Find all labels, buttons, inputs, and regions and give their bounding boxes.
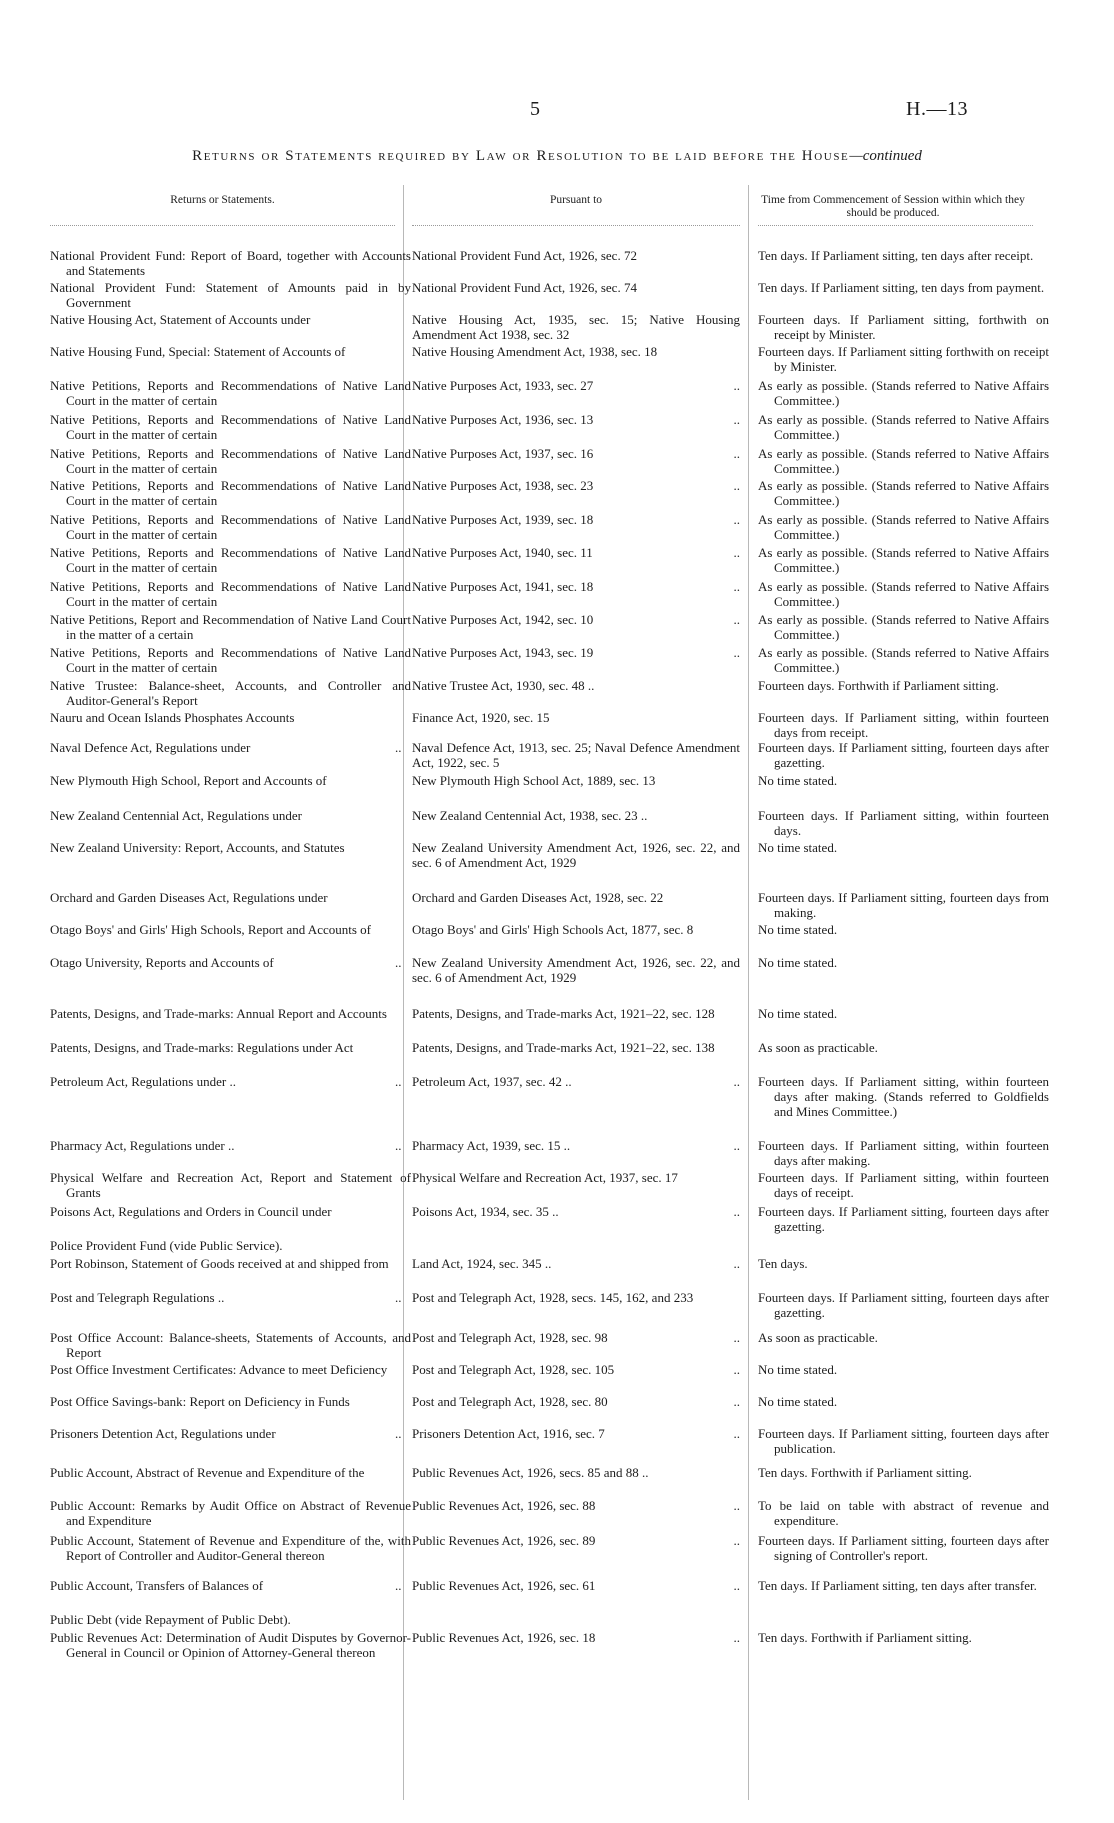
- row-time: As early as possible. (Stands referred to Native Affairs Committee.): [758, 645, 1049, 676]
- row-returns: Native Petitions, Reports and Recommendations of Native Land Court in the matter of certain: [50, 446, 411, 477]
- row-time: As early as possible. (Stands referred to Native Affairs Committee.): [758, 378, 1049, 409]
- row-time: Ten days. If Parliament sitting, ten days from payment.: [758, 280, 1045, 295]
- row-time: As early as possible. (Stands referred to Native Affairs Committee.): [758, 612, 1049, 643]
- row-pursuant: Native Purposes Act, 1937, sec. 16 ..: [412, 446, 740, 461]
- row-time: To be laid on table with abstract of revenue and expenditure.: [758, 1498, 1049, 1529]
- row-time: No time stated.: [758, 1394, 838, 1409]
- row-returns: Native Petitions, Reports and Recommendations of Native Land Court in the matter of certain: [50, 579, 411, 610]
- header-rule: [758, 225, 1033, 226]
- leader-dots: ..: [407, 1426, 411, 1441]
- row-returns: Native Trustee: Balance-sheet, Accounts, and Controller and Auditor-General's Report: [50, 678, 411, 709]
- row-returns: National Provident Fund: Statement of Amounts paid in by Government: [50, 280, 411, 311]
- row-time: Fourteen days. If Parliament sitting, within fourteen days of receipt.: [758, 1170, 1049, 1201]
- row-time: As early as possible. (Stands referred to Native Affairs Committee.): [758, 412, 1049, 443]
- leader-dots: ..: [407, 1138, 411, 1153]
- row-pursuant: Public Revenues Act, 1926, secs. 85 and 88 ..: [412, 1465, 649, 1480]
- row-time: Fourteen days. If Parliament sitting, fourteen days after gazetting.: [758, 1290, 1049, 1321]
- header-rule: [50, 225, 395, 226]
- leader-dots: ..: [730, 1578, 741, 1593]
- row-returns: Public Account: Remarks by Audit Office on Abstract of Revenue and Expenditure: [50, 1498, 411, 1529]
- page-number: 5: [530, 98, 540, 120]
- row-time: Fourteen days. If Parliament sitting, fourteen days after signing of Controller's report.: [758, 1533, 1049, 1564]
- row-returns: Native Petitions, Reports and Recommendations of Native Land Court in the matter of certain: [50, 378, 411, 409]
- leader-dots: ..: [730, 612, 741, 627]
- row-pursuant: New Zealand Centennial Act, 1938, sec. 23 ..: [412, 808, 648, 823]
- row-returns: Native Petitions, Reports and Recommendations of Native Land Court in the matter of certain: [50, 478, 411, 509]
- leader-dots: ..: [407, 1074, 411, 1089]
- row-pursuant: Native Housing Amendment Act, 1938, sec. 18: [412, 344, 658, 359]
- column-header-time: Time from Commencement of Session within which they should be produced.: [761, 194, 1025, 219]
- row-returns: Native Petitions, Reports and Recommendations of Native Land Court in the matter of certain: [50, 545, 411, 576]
- row-pursuant: Public Revenues Act, 1926, sec. 89 ..: [412, 1533, 740, 1548]
- row-pursuant: Patents, Designs, and Trade-marks Act, 1921–22, sec. 128: [412, 1006, 715, 1021]
- row-returns: National Provident Fund: Report of Board, together with Accounts and Statements: [50, 248, 411, 279]
- row-pursuant: Land Act, 1924, sec. 345 .. ..: [412, 1256, 740, 1271]
- row-pursuant: Public Revenues Act, 1926, sec. 88 ..: [412, 1498, 740, 1513]
- leader-dots: ..: [730, 1533, 741, 1548]
- row-time: No time stated.: [758, 1362, 838, 1377]
- row-time: As soon as practicable.: [758, 1040, 878, 1055]
- row-returns: Public Account, Abstract of Revenue and Expenditure of the: [50, 1465, 365, 1480]
- row-pursuant: Native Purposes Act, 1936, sec. 13 ..: [412, 412, 740, 427]
- row-returns: Public Account, Statement of Revenue and Expenditure of the, with Report of Controller and Auditor-General thereon: [50, 1533, 411, 1564]
- row-returns: Physical Welfare and Recreation Act, Report and Statement of Grants: [50, 1170, 411, 1201]
- leader-dots: ..: [407, 1290, 411, 1305]
- row-returns: Otago University, Reports and Accounts of ..: [50, 955, 411, 970]
- leader-dots: ..: [730, 478, 741, 493]
- row-time: As early as possible. (Stands referred to Native Affairs Committee.): [758, 478, 1049, 509]
- row-returns: Nauru and Ocean Islands Phosphates Accounts: [50, 710, 295, 725]
- row-pursuant: Public Revenues Act, 1926, sec. 61 ..: [412, 1578, 740, 1593]
- row-returns: Native Housing Act, Statement of Accounts under: [50, 312, 311, 327]
- row-pursuant: Native Purposes Act, 1933, sec. 27 ..: [412, 378, 740, 393]
- leader-dots: ..: [730, 1426, 741, 1441]
- row-returns: New Zealand University: Report, Accounts, and Statutes: [50, 840, 345, 855]
- row-returns: Police Provident Fund (vide Public Service).: [50, 1238, 283, 1253]
- row-returns: Post Office Account: Balance-sheets, Statements of Accounts, and Report: [50, 1330, 411, 1361]
- row-time: Fourteen days. If Parliament sitting, fourteen days from making.: [758, 890, 1049, 921]
- leader-dots: ..: [407, 740, 411, 755]
- column-header-returns: Returns or Statements.: [170, 194, 275, 206]
- row-returns: New Zealand Centennial Act, Regulations under: [50, 808, 302, 823]
- row-pursuant: Finance Act, 1920, sec. 15: [412, 710, 550, 725]
- row-returns: Orchard and Garden Diseases Act, Regulations under: [50, 890, 328, 905]
- row-returns: Post Office Investment Certificates: Advance to meet Deficiency: [50, 1362, 388, 1377]
- document-code: H.—13: [906, 98, 968, 120]
- row-pursuant: Petroleum Act, 1937, sec. 42 .. ..: [412, 1074, 740, 1089]
- row-time: Fourteen days. If Parliament sitting, fourteen days after gazetting.: [758, 740, 1049, 771]
- row-returns: Post Office Savings-bank: Report on Deficiency in Funds: [50, 1394, 350, 1409]
- row-pursuant: Post and Telegraph Act, 1928, sec. 80 ..: [412, 1394, 740, 1409]
- row-time: Fourteen days. If Parliament sitting, within fourteen days.: [758, 808, 1049, 839]
- row-pursuant: Native Purposes Act, 1939, sec. 18 ..: [412, 512, 740, 527]
- leader-dots: ..: [730, 512, 741, 527]
- row-returns: Public Account, Transfers of Balances of ..: [50, 1578, 411, 1593]
- row-time: As early as possible. (Stands referred to Native Affairs Committee.): [758, 446, 1049, 477]
- row-time: As early as possible. (Stands referred to Native Affairs Committee.): [758, 579, 1049, 610]
- row-pursuant: Post and Telegraph Act, 1928, secs. 145, 162, and 233: [412, 1290, 694, 1305]
- row-returns: Native Housing Fund, Special: Statement of Accounts of: [50, 344, 346, 359]
- leader-dots: ..: [730, 1074, 741, 1089]
- row-returns: Petroleum Act, Regulations under .. ..: [50, 1074, 411, 1089]
- row-returns: Public Revenues Act: Determination of Audit Disputes by Governor-General in Council or Opinion of Attorney-General thereon: [50, 1630, 411, 1661]
- row-time: Fourteen days. If Parliament sitting, forthwith on receipt by Minister.: [758, 312, 1049, 343]
- leader-dots: ..: [730, 1204, 741, 1219]
- row-time: No time stated.: [758, 922, 838, 937]
- row-pursuant: Pharmacy Act, 1939, sec. 15 .. ..: [412, 1138, 740, 1153]
- row-time: Fourteen days. If Parliament sitting, fourteen days after publication.: [758, 1426, 1049, 1457]
- row-pursuant: Post and Telegraph Act, 1928, sec. 105 ..: [412, 1362, 740, 1377]
- leader-dots: ..: [730, 645, 741, 660]
- row-returns: Prisoners Detention Act, Regulations under ..: [50, 1426, 411, 1441]
- leader-dots: ..: [730, 1256, 741, 1271]
- row-pursuant: Prisoners Detention Act, 1916, sec. 7 ..: [412, 1426, 740, 1441]
- row-time: Fourteen days. Forthwith if Parliament sitting.: [758, 678, 999, 693]
- row-time: Ten days. If Parliament sitting, ten days after receipt.: [758, 248, 1034, 263]
- row-returns: Native Petitions, Report and Recommendation of Native Land Court in the matter of a certain: [50, 612, 411, 643]
- row-returns: Port Robinson, Statement of Goods received at and shipped from: [50, 1256, 389, 1271]
- page-title-text: Returns or Statements required by Law or Resolution to be laid before the House: [192, 148, 850, 164]
- row-returns: Native Petitions, Reports and Recommendations of Native Land Court in the matter of certain: [50, 412, 411, 443]
- row-pursuant: National Provident Fund Act, 1926, sec. 74: [412, 280, 637, 295]
- row-time: No time stated.: [758, 1006, 838, 1021]
- leader-dots: ..: [730, 1362, 741, 1377]
- row-time: As soon as practicable.: [758, 1330, 878, 1345]
- leader-dots: ..: [730, 378, 741, 393]
- leader-dots: ..: [407, 955, 411, 970]
- leader-dots: ..: [730, 1330, 741, 1345]
- row-pursuant: Native Purposes Act, 1941, sec. 18 ..: [412, 579, 740, 594]
- row-pursuant: Naval Defence Act, 1913, sec. 25; Naval Defence Amendment Act, 1922, sec. 5: [412, 740, 740, 771]
- row-time: As early as possible. (Stands referred to Native Affairs Committee.): [758, 512, 1049, 543]
- row-time: Fourteen days. If Parliament sitting, within fourteen days after making. (Stands referred to Goldfields and Mines Committee.): [758, 1074, 1049, 1120]
- row-time: No time stated.: [758, 955, 838, 970]
- leader-dots: ..: [730, 412, 741, 427]
- row-returns: Poisons Act, Regulations and Orders in Council under: [50, 1204, 332, 1219]
- row-pursuant: Post and Telegraph Act, 1928, sec. 98 ..: [412, 1330, 740, 1345]
- row-time: Ten days.: [758, 1256, 808, 1271]
- row-time: Ten days. Forthwith if Parliament sitting.: [758, 1630, 972, 1645]
- row-time: Fourteen days. If Parliament sitting forthwith on receipt by Minister.: [758, 344, 1049, 375]
- row-time: Fourteen days. If Parliament sitting, within fourteen days from receipt.: [758, 710, 1049, 741]
- row-returns: Patents, Designs, and Trade-marks: Regulations under Act: [50, 1040, 354, 1055]
- row-pursuant: Native Purposes Act, 1943, sec. 19 ..: [412, 645, 740, 660]
- row-returns: Naval Defence Act, Regulations under ..: [50, 740, 411, 755]
- row-pursuant: Poisons Act, 1934, sec. 35 .. ..: [412, 1204, 740, 1219]
- row-pursuant: Native Housing Act, 1935, sec. 15; Native Housing Amendment Act 1938, sec. 32: [412, 312, 740, 343]
- row-pursuant: Native Purposes Act, 1940, sec. 11 ..: [412, 545, 740, 560]
- page-title: [0, 148, 1114, 165]
- row-returns: Pharmacy Act, Regulations under .. ..: [50, 1138, 411, 1153]
- row-returns: Public Debt (vide Repayment of Public Debt).: [50, 1612, 291, 1627]
- row-returns: Native Petitions, Reports and Recommendations of Native Land Court in the matter of certain: [50, 512, 411, 543]
- row-time: No time stated.: [758, 773, 838, 788]
- leader-dots: ..: [730, 1394, 741, 1409]
- row-pursuant: Public Revenues Act, 1926, sec. 18 ..: [412, 1630, 740, 1645]
- row-pursuant: Otago Boys' and Girls' High Schools Act, 1877, sec. 8: [412, 922, 694, 937]
- leader-dots: ..: [730, 545, 741, 560]
- header-rule: [412, 225, 740, 226]
- row-pursuant: Native Trustee Act, 1930, sec. 48 ..: [412, 678, 595, 693]
- row-time: Ten days. If Parliament sitting, ten days after transfer.: [758, 1578, 1037, 1593]
- leader-dots: ..: [730, 1630, 741, 1645]
- row-pursuant: Native Purposes Act, 1938, sec. 23 ..: [412, 478, 740, 493]
- row-pursuant: National Provident Fund Act, 1926, sec. 72: [412, 248, 637, 263]
- leader-dots: ..: [730, 1138, 741, 1153]
- row-time: Ten days. Forthwith if Parliament sitting.: [758, 1465, 972, 1480]
- row-pursuant: New Zealand University Amendment Act, 1926, sec. 22, and sec. 6 of Amendment Act, 1929: [412, 955, 740, 986]
- row-returns: Otago Boys' and Girls' High Schools, Report and Accounts of: [50, 922, 371, 937]
- row-time: As early as possible. (Stands referred to Native Affairs Committee.): [758, 545, 1049, 576]
- page-title-continued: —continued: [849, 148, 922, 164]
- row-pursuant: New Plymouth High School Act, 1889, sec. 13: [412, 773, 656, 788]
- leader-dots: ..: [730, 1498, 741, 1513]
- column-header-pursuant: Pursuant to: [549, 194, 603, 206]
- row-pursuant: Orchard and Garden Diseases Act, 1928, sec. 22: [412, 890, 664, 905]
- row-pursuant: Native Purposes Act, 1942, sec. 10 ..: [412, 612, 740, 627]
- leader-dots: ..: [730, 579, 741, 594]
- row-time: Fourteen days. If Parliament sitting, within fourteen days after making.: [758, 1138, 1049, 1169]
- leader-dots: ..: [407, 1578, 411, 1593]
- row-returns: Post and Telegraph Regulations .. ..: [50, 1290, 411, 1305]
- leader-dots: ..: [730, 446, 741, 461]
- row-returns: Patents, Designs, and Trade-marks: Annual Report and Accounts: [50, 1006, 387, 1021]
- row-pursuant: Physical Welfare and Recreation Act, 1937, sec. 17: [412, 1170, 678, 1185]
- row-returns: New Plymouth High School, Report and Accounts of: [50, 773, 327, 788]
- row-time: No time stated.: [758, 840, 838, 855]
- row-time: Fourteen days. If Parliament sitting, fourteen days after gazetting.: [758, 1204, 1049, 1235]
- row-pursuant: Patents, Designs, and Trade-marks Act, 1921–22, sec. 138: [412, 1040, 715, 1055]
- row-returns: Native Petitions, Reports and Recommendations of Native Land Court in the matter of certain: [50, 645, 411, 676]
- column-divider: [748, 185, 749, 1800]
- row-pursuant: New Zealand University Amendment Act, 1926, sec. 22, and sec. 6 of Amendment Act, 1929: [412, 840, 740, 871]
